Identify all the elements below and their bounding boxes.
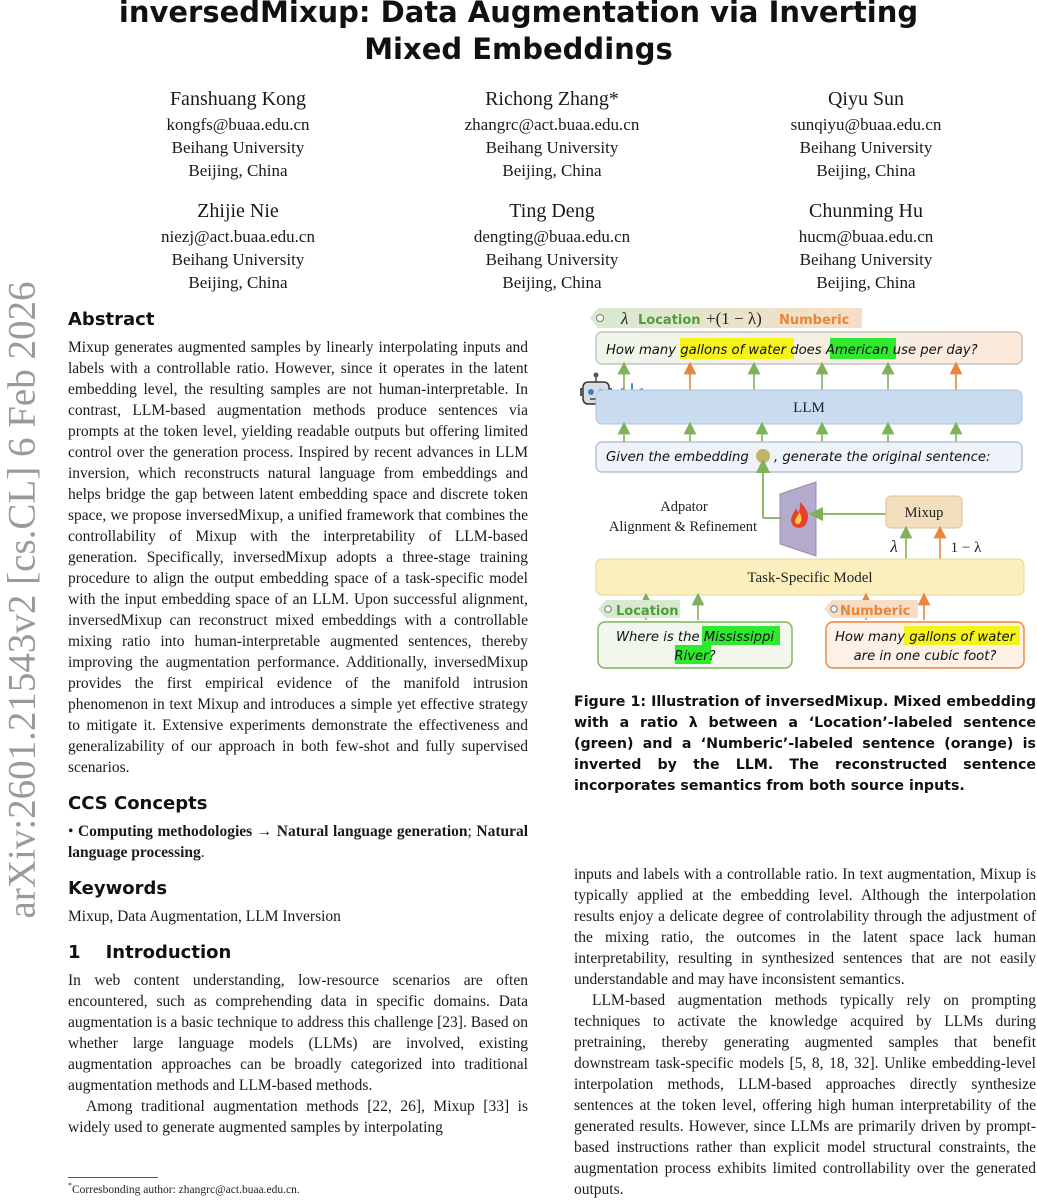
author-affiliation: Beihang University — [171, 138, 305, 157]
mixup-label: Mixup — [904, 505, 944, 521]
introduction-paragraph: Among traditional augmentation methods [22, 26], Mixup [33] is widely used to generate augmented samples by interpolating — [68, 1098, 528, 1136]
author-email: niezj@act.buaa.edu.cn — [161, 227, 315, 246]
lambda-weight: λ — [890, 537, 898, 556]
author-name: Zhijie Nie — [197, 200, 279, 222]
author-affiliation: Beihang University — [799, 250, 933, 269]
abstract-heading: Abstract — [68, 309, 155, 330]
location-question-line2: River? — [674, 649, 716, 664]
llm-label: LLM — [793, 400, 825, 416]
numberic-question-line1: How many gallons of water — [835, 630, 1015, 645]
author-location: Beijing, China — [816, 273, 916, 292]
adaptor-label: Adpator — [660, 499, 708, 515]
author-location: Beijing, China — [502, 161, 602, 180]
author-affiliation: Beihang University — [171, 250, 305, 269]
author-location: Beijing, China — [502, 273, 602, 292]
author-card — [422, 198, 682, 294]
introduction-paragraph: LLM-based augmentation methods typically rely on prompting techniques to activate the knowledge acquired by LLMs during pretraining, thereby generating augmented samples that benefit downstream task-specific models [5, 8, 18, 32]. Unlike embedding-level interpolation methods, LLM-based approaches directly synthesize sentences at the token level, offering high human interpretability of the generated results. However, since LLMs are primarily driven by prompt-based instructions rather than explicit model structural constraints, the augmentation process exhibits limited controllability over the generated outputs. — [574, 992, 1036, 1198]
output-sentence-box — [596, 332, 1022, 364]
author-location: Beijing, China — [188, 273, 288, 292]
one-minus-lambda-weight: 1 − λ — [950, 540, 982, 556]
adaptor-subtitle: Alignment & Refinement — [608, 519, 758, 535]
author-name: Qiyu Sun — [827, 88, 905, 110]
author-affiliation: Beihang University — [485, 138, 619, 157]
footnote-rule — [68, 1177, 158, 1178]
author-email: hucm@buaa.edu.cn — [798, 227, 934, 246]
location-tag-label: Location — [616, 604, 679, 619]
output-label-tag — [590, 308, 862, 328]
location-question-line1: Where is the Mississippi — [615, 630, 775, 645]
ccs-concepts: • Computing methodologies → Natural language generation; Natural language processing. — [68, 823, 529, 861]
author-card — [422, 86, 682, 182]
paper-title: inversedMixup: Data Augmentation via Inverting Mixed Embeddings — [118, 0, 919, 66]
location-label: Location — [638, 313, 701, 328]
keywords-heading: Keywords — [68, 878, 168, 899]
author-name: Fanshuang Kong — [169, 88, 307, 110]
figure-1-caption: Figure 1: Illustration of inversedMixup. Mixed embedding with a ratio λ between a ‘Location’-labeled sentence (green) and a ‘Numberic’-labeled sentence (orange) is inverted by the LLM. The reconstructed sentence incorporates semantics from both source inputs. — [574, 694, 1036, 794]
embedding-dot — [756, 449, 770, 463]
left-column — [68, 309, 528, 1138]
prompt-llm-arrows — [624, 428, 956, 442]
numberic-tag-label: Numberic — [840, 604, 911, 619]
abstract-text: Mixup generates augmented samples by linearly interpolating inputs and labels with a controllable ratio. However, since it operates in the latent embedding level, the resulting samples are not human-interpretable. In contrast, LLM-based augmentation methods produce sentences via prompts at the token level, yielding readable outputs but offering limited control over the generation process. Inspired by recent advances in LLM inversion, which reconstructs natural language from embeddings and helps bridge the gap between latent embedding space and discrete token space, we propose inversedMixup, a unified framework that combines the controllability of Mixup with the interpretability of LLM-based generation. Specifically, inversedMixup adopts a three-stage training procedure to align the output embedding space of a task-specific model with the input embedding space of an LLM. Upon successful alignment, inversedMixup can reconstruct mixed embeddings with a controllable mixing ratio into human-interpretable augmented sentences, thereby improving the augmentation performance. Additionally, inversedMixup provides the first empirical evidence of the manifold intrusion phenomenon in text Mixup and introduces a simple yet effective strategy to mitigate it. Extensive experiments demonstrate the effectiveness and generalizability of our approach in both few-shot and fully supervised scenarios. — [68, 339, 528, 776]
lambda-symbol: λ — [621, 309, 629, 328]
introduction-heading: 1 Introduction — [68, 942, 232, 963]
task-specific-model-block — [596, 559, 1024, 595]
arxiv-identifier: arXiv:2601.21543v2 [cs.CL] 6 Feb 2026 — [0, 281, 44, 919]
llm-output-arrows — [624, 368, 956, 390]
ccs-heading: CCS Concepts — [68, 793, 208, 814]
task-model-label: Task-Specific Model — [747, 570, 873, 586]
author-email: dengting@buaa.edu.cn — [473, 227, 631, 246]
figure-1-diagram — [576, 304, 1036, 684]
author-card — [736, 198, 996, 294]
author-card — [108, 198, 368, 294]
footnote: *Corresbonding author: zhangrc@act.buaa.edu.cn. — [68, 1181, 300, 1196]
mixup-block — [886, 496, 962, 528]
llm-block — [596, 390, 1022, 424]
output-sentence: How many gallons of water does American use per day? — [606, 343, 978, 358]
right-column — [574, 864, 1036, 1200]
author-name: Richong Zhang* — [485, 88, 619, 110]
introduction-paragraph: inputs and labels with a controllable ratio. In text augmentation, Mixup is typically applied at the embedding level. Although the interpolation results enjoy a delicate degree of controlability through the adjustment of the mixing ratio, the outcomes in the latent space lack human interpretability, resulting in synthesized sentences that are not easily understandable and may have inconsistent semantics. — [574, 866, 1036, 988]
prompt-text-start: Given the embedding — [606, 450, 749, 465]
author-location: Beijing, China — [816, 161, 916, 180]
introduction-paragraph: In web content understanding, low-resource scenarios are often encountered, such as comprehending data in specific domains. Data augmentation is a basic technique to address this challenge [23]. Based on whether large language models (LLMs) are involved, existing augmentation approaches can be broadly categorized into traditional augmentation methods and LLM-based methods. — [68, 972, 528, 1094]
location-input — [598, 600, 792, 668]
author-email: sunqiyu@buaa.edu.cn — [790, 115, 942, 134]
prompt-text-end: , generate the original sentence: — [774, 450, 991, 465]
author-name: Ting Deng — [509, 200, 595, 222]
mix-ratio-term: +(1 − λ) — [706, 309, 762, 328]
author-name: Chunming Hu — [809, 200, 923, 222]
author-card — [108, 86, 368, 182]
keywords-text: Mixup, Data Augmentation, LLM Inversion — [68, 908, 341, 925]
author-card — [736, 86, 996, 182]
author-email: kongfs@buaa.edu.cn — [166, 115, 310, 134]
prompt-box — [596, 442, 1022, 472]
author-affiliation: Beihang University — [485, 250, 619, 269]
author-affiliation: Beihang University — [799, 138, 933, 157]
numberic-label: Numberic — [779, 313, 850, 328]
author-location: Beijing, China — [188, 161, 288, 180]
numberic-question-line2: are in one cubic foot? — [853, 649, 997, 664]
author-email: zhangrc@act.buaa.edu.cn — [464, 115, 640, 134]
